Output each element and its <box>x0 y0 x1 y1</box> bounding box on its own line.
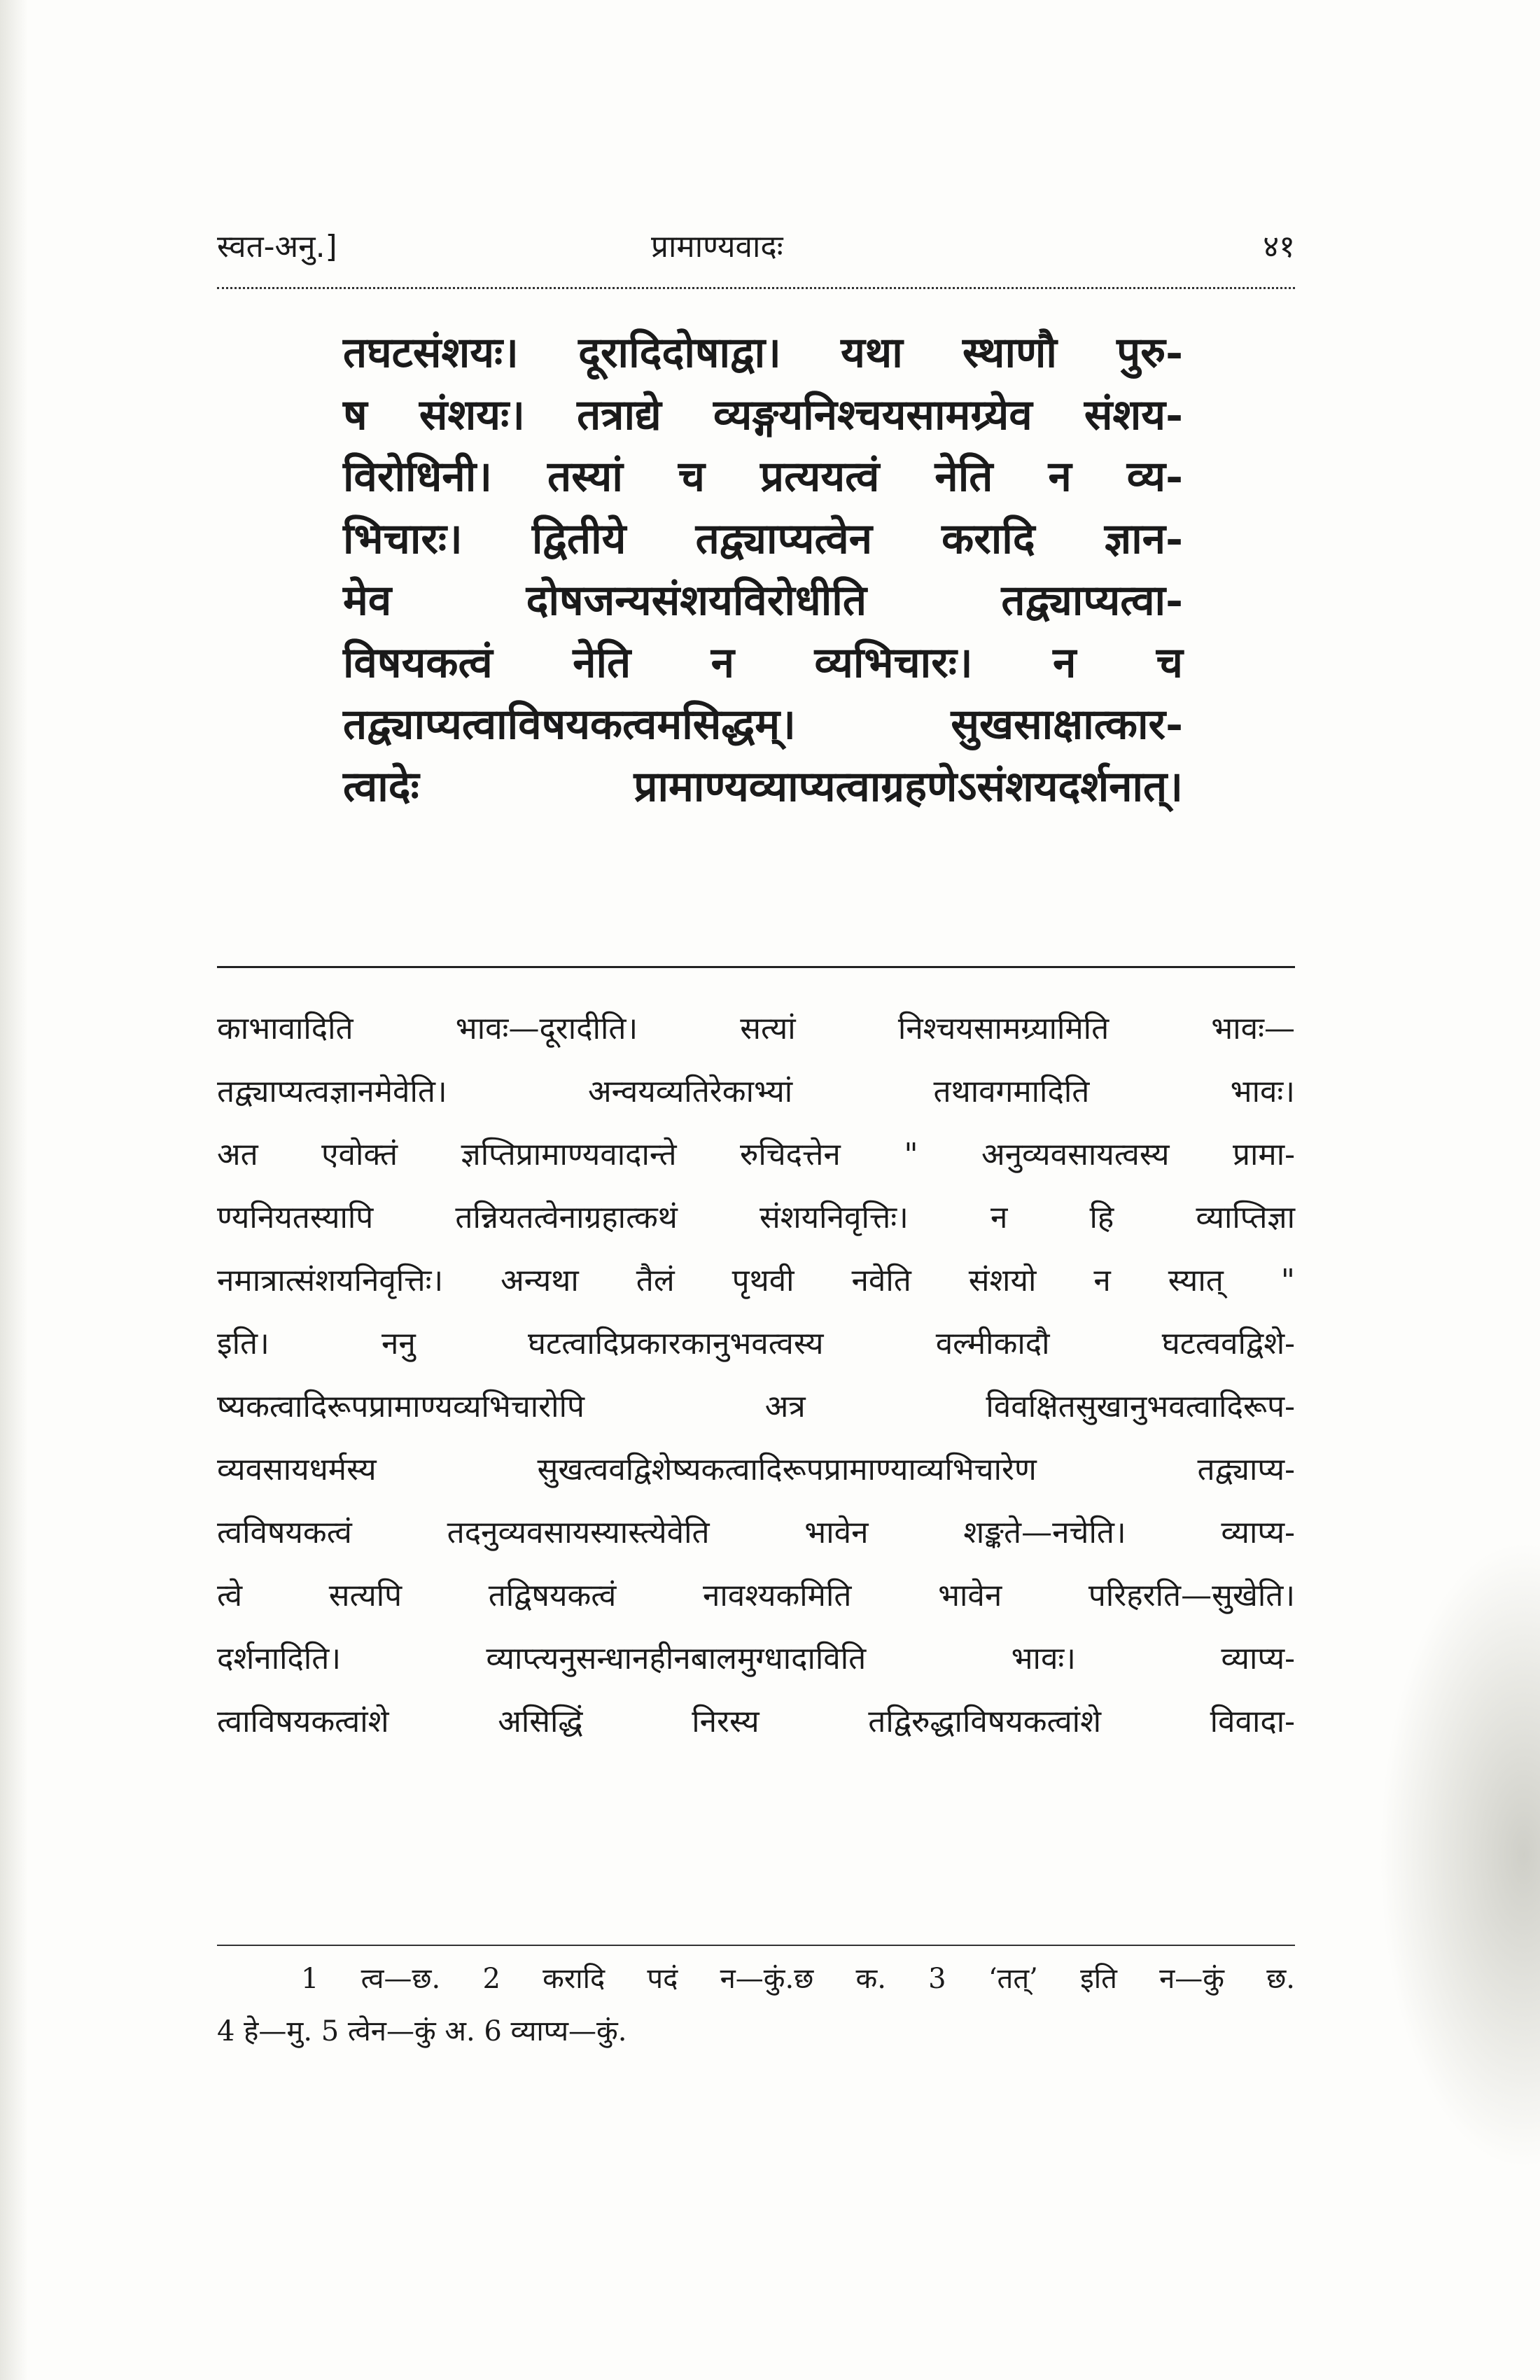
header-title: प्रामाण्यवादः <box>651 229 783 265</box>
commentary-line: त्वे सत्यपि तद्विषयकत्वं नावश्यकमिति भावेन परिहरति—सुखेति। <box>217 1578 1295 1614</box>
commentary-line: दर्शनादिति। व्याप्त्यनुसन्धानहीनबालमुग्धादाविति भावः। व्याप्य- <box>217 1641 1295 1676</box>
main-line: तघटसंशयः। दूरादिदोषाद्वा। यथा स्थाणौ पुरु- <box>343 328 1183 377</box>
commentary-line: इति। ननु घटत्वादिप्रकारकानुभवत्वस्य वल्मीकादौ घटत्ववद्विशे- <box>217 1326 1295 1362</box>
commentary-line: ष्यकत्वादिरूपप्रामाण्यव्यभिचारोपि अत्र विवक्षितसुखानुभवत्वादिरूप- <box>217 1389 1295 1424</box>
main-line: भिचारः। द्वितीये तद्व्याप्यत्वेन करादि ज्ञान- <box>343 514 1183 564</box>
commentary-line: त्वाविषयकत्वांशे असिद्धिं निरस्य तद्विरुद्धाविषयकत्वांशे विवादा- <box>217 1704 1295 1740</box>
running-header <box>217 217 1295 273</box>
torn-page-edge <box>1379 1540 1540 2170</box>
section-divider <box>217 966 1295 968</box>
commentary-line: त्वविषयकत्वं तदनुव्यवसायस्यास्त्येवेति भावेन शङ्कते—नचेति। व्याप्य- <box>217 1515 1295 1550</box>
commentary-line: नमात्रात्संशयनिवृत्तिः। अन्यथा तैलं पृथवी नवेति संशयो न स्यात् " <box>217 1263 1295 1298</box>
commentary-line: काभावादिति भावः—दूरादीति। सत्यां निश्चयसामग्र्यामिति भावः— <box>217 1011 1295 1046</box>
commentary-block <box>217 997 1295 1754</box>
main-line: विरोधिनी। तस्यां च प्रत्ययत्वं नेति न व्य- <box>343 452 1183 501</box>
commentary-line: ण्यनियतस्यापि तन्नियतत्वेनाग्रहात्कथं संशयनिवृत्तिः। न हि व्याप्तिज्ञा <box>217 1200 1295 1236</box>
main-line: विषयकत्वं नेति न व्यभिचारः। न च <box>343 638 1183 687</box>
footnotes-block <box>217 1953 1295 2058</box>
binding-shadow <box>0 0 28 2380</box>
page-number: ४१ <box>1263 229 1295 265</box>
main-line: मेव दोषजन्यसंशयविरोधीति तद्व्याप्यत्वा- <box>343 576 1183 625</box>
header-section-label: स्वत-अनु.] <box>217 229 337 265</box>
main-line: ष संशयः। तत्राद्ये व्यङ्गयनिश्चयसामग्र्येव संशय- <box>343 390 1183 440</box>
commentary-line: तद्व्याप्यत्वज्ञानमेवेति। अन्वयव्यतिरेकाभ्यां तथावगमादिति भावः। <box>217 1074 1295 1110</box>
footnote-line: 1 त्व—छ. 2 करादि पदं न—कुं.छ क. 3 ‘तत्’ इति न—कुं छ. <box>301 1963 1295 1995</box>
commentary-line: व्यवसायधर्मस्य सुखत्ववद्विशेष्यकत्वादिरूपप्रामाण्याव्यभिचारेण तद्व्याप्य- <box>217 1452 1295 1488</box>
footnote-divider <box>217 1945 1295 1946</box>
footnote-line: 4 हे—मु. 5 त्वेन—कुं अ. 6 व्याप्य—कुं. <box>217 2015 627 2047</box>
commentary-line: अत एवोक्तं ज्ञप्तिप्रामाण्यवादान्ते रुचिदत्तेन " अनुव्यवसायत्वस्य प्रामा- <box>217 1137 1295 1172</box>
header-divider <box>217 287 1295 289</box>
main-verse-block <box>343 322 1183 818</box>
main-line: तद्व्याप्यत्वाविषयकत्वमसिद्धम्। सुखसाक्षात्कार- <box>343 700 1183 749</box>
main-line: त्वादेः प्रामाण्यव्याप्यत्वाग्रहणेऽसंशयदर्शनात्। <box>343 762 1183 811</box>
